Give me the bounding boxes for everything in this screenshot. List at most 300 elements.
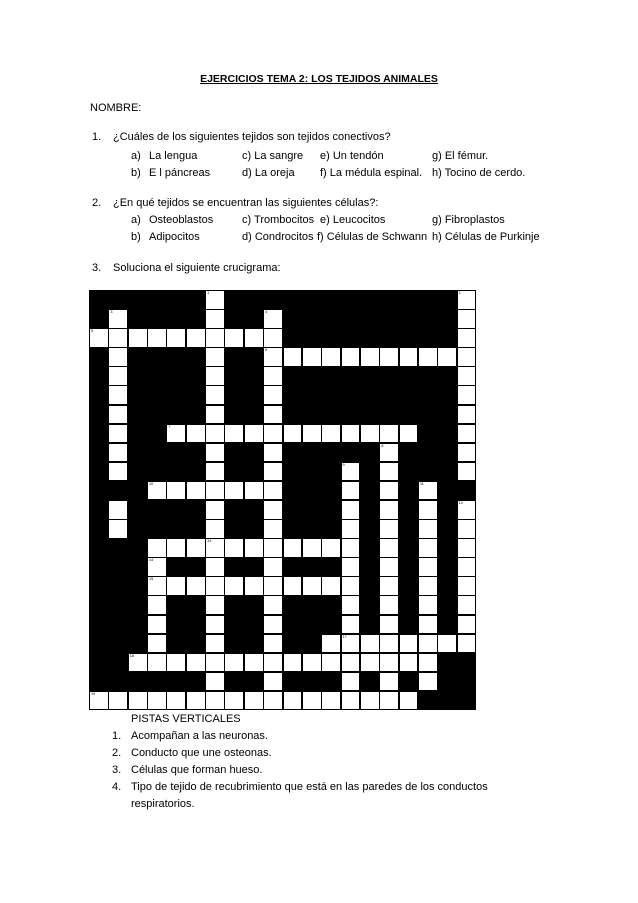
crossword-block [437,385,457,405]
crossword-cell[interactable] [147,576,167,596]
crossword-cell[interactable] [205,653,225,673]
crossword-block [321,481,341,501]
crossword-block [166,595,186,615]
crossword-cell[interactable] [147,557,167,577]
crossword-block [89,653,109,673]
question-text: ¿Cuáles de los siguientes tejidos son tejidos conectivos? [113,131,391,143]
crossword-block [399,557,419,577]
crossword-cell[interactable] [302,576,322,596]
crossword-block [457,672,477,692]
crossword-cell[interactable] [457,519,477,539]
crossword-cell[interactable] [341,557,361,577]
clue-text: Tipo de tejido de recubrimiento que está en las paredes de los conductos [131,781,488,793]
crossword-cell[interactable] [302,691,322,711]
crossword-block [360,500,380,520]
clue-text: Conducto que une osteonas. [131,747,272,759]
crossword-cell[interactable] [283,653,303,673]
clue-number: 1. [112,730,122,742]
crossword-cell[interactable] [205,500,225,520]
crossword-cell[interactable] [283,347,303,367]
crossword-cell[interactable] [379,443,399,463]
crossword-block [321,290,341,310]
crossword-cell[interactable] [457,462,477,482]
crossword-cell[interactable] [186,653,206,673]
crossword-cell[interactable] [205,462,225,482]
crossword-block [263,290,283,310]
crossword-cell[interactable] [166,653,186,673]
crossword-cell[interactable] [302,424,322,444]
crossword-cell[interactable] [108,366,128,386]
crossword-cell[interactable] [341,595,361,615]
crossword-cell[interactable] [457,538,477,558]
option-letter: a) [131,150,141,162]
crossword-block [399,481,419,501]
crossword-cell[interactable] [108,385,128,405]
crossword-block [128,405,148,425]
crossword-cell[interactable] [341,634,361,654]
crossword-cell[interactable] [205,405,225,425]
crossword-cell[interactable] [457,500,477,520]
crossword-cell[interactable] [283,691,303,711]
crossword-cell[interactable] [418,519,438,539]
crossword-block [89,385,109,405]
crossword-cell[interactable] [186,424,206,444]
crossword-cell[interactable] [263,481,283,501]
crossword-block [108,595,128,615]
clues-heading: PISTAS VERTICALES [131,713,241,725]
crossword-block [283,557,303,577]
crossword-cell[interactable] [147,615,167,635]
crossword-cell[interactable] [263,595,283,615]
crossword-block [302,366,322,386]
crossword-cell[interactable] [244,328,264,348]
crossword-block [302,443,322,463]
crossword-block [399,595,419,615]
crossword-cell[interactable] [418,653,438,673]
crossword-block [399,615,419,635]
crossword-block [128,385,148,405]
crossword-cell[interactable] [399,634,419,654]
crossword-cell[interactable] [321,347,341,367]
crossword-cell[interactable] [379,424,399,444]
crossword-block [437,653,457,673]
crossword-cell[interactable] [321,634,341,654]
crossword-block [418,366,438,386]
crossword-block [186,309,206,329]
crossword-block [418,405,438,425]
crossword-block [437,500,457,520]
crossword-block [437,672,457,692]
crossword-cell[interactable] [108,443,128,463]
crossword-cell[interactable] [341,424,361,444]
crossword-cell[interactable] [341,519,361,539]
crossword-cell[interactable] [283,576,303,596]
crossword-cell[interactable] [457,385,477,405]
crossword-cell[interactable] [205,615,225,635]
crossword-cell[interactable] [166,424,186,444]
crossword-block [360,290,380,310]
crossword-block [302,462,322,482]
crossword-block [89,424,109,444]
crossword-cell[interactable] [244,576,264,596]
crossword-cell[interactable] [321,538,341,558]
crossword-cell[interactable] [205,557,225,577]
crossword-block [321,615,341,635]
crossword-cell[interactable] [205,538,225,558]
crossword-block [321,443,341,463]
crossword-cell[interactable] [437,634,457,654]
crossword-cell[interactable] [244,481,264,501]
crossword-block [244,500,264,520]
crossword-cell[interactable] [341,500,361,520]
crossword-block [89,595,109,615]
crossword-cell[interactable] [379,691,399,711]
crossword-cell[interactable] [457,366,477,386]
crossword-cell[interactable] [224,538,244,558]
crossword-cell[interactable] [379,576,399,596]
crossword-block [224,634,244,654]
crossword-cell[interactable] [399,653,419,673]
crossword-block [166,557,186,577]
crossword-block [89,443,109,463]
crossword-block [186,519,206,539]
crossword-cell[interactable] [244,424,264,444]
crossword-block [89,500,109,520]
crossword-cell[interactable] [147,653,167,673]
crossword-cell[interactable] [341,462,361,482]
crossword-cell[interactable] [263,691,283,711]
crossword-block [89,615,109,635]
crossword-cell[interactable] [166,691,186,711]
crossword-cell[interactable] [205,443,225,463]
crossword-cell[interactable] [108,347,128,367]
crossword-cell[interactable] [457,634,477,654]
crossword-cell[interactable] [379,347,399,367]
crossword-block [341,328,361,348]
crossword-cell[interactable] [224,424,244,444]
crossword-cell[interactable] [341,347,361,367]
crossword-cell[interactable] [399,347,419,367]
crossword-cell[interactable] [263,462,283,482]
crossword-cell[interactable] [399,691,419,711]
crossword-block [166,634,186,654]
crossword-block [186,634,206,654]
crossword-block [186,443,206,463]
crossword-cell[interactable] [263,538,283,558]
crossword-cell[interactable] [263,653,283,673]
crossword-block [147,366,167,386]
crossword-cell[interactable] [457,595,477,615]
crossword-block [224,615,244,635]
crossword-block [89,405,109,425]
crossword-cell[interactable] [205,290,225,310]
crossword-cell[interactable] [341,691,361,711]
question-text: Soluciona el siguiente crucigrama: [113,262,281,274]
crossword-block [437,405,457,425]
clue-number-label: 11 [419,481,424,486]
crossword-block [283,672,303,692]
crossword-cell[interactable] [379,595,399,615]
crossword-cell[interactable] [302,538,322,558]
crossword-cell[interactable] [341,653,361,673]
option-letter: a) [131,214,141,226]
crossword-cell[interactable] [418,481,438,501]
crossword-block [244,405,264,425]
crossword-cell[interactable] [205,634,225,654]
crossword-cell[interactable] [379,519,399,539]
option-text: La lengua [149,150,198,162]
crossword-cell[interactable] [341,615,361,635]
crossword-cell[interactable] [186,691,206,711]
option-text: e) Leucocitos [320,214,386,226]
crossword-cell[interactable] [457,576,477,596]
clue-item [112,728,488,745]
crossword-cell[interactable] [89,691,109,711]
crossword-cell[interactable] [263,500,283,520]
clue-number-label: 8 [381,443,384,448]
crossword-cell[interactable] [302,347,322,367]
crossword-cell[interactable] [108,500,128,520]
crossword-cell[interactable] [186,538,206,558]
crossword-cell[interactable] [437,347,457,367]
crossword-block [147,462,167,482]
crossword-cell[interactable] [244,653,264,673]
crossword-cell[interactable] [263,557,283,577]
crossword-cell[interactable] [147,691,167,711]
crossword-cell[interactable] [108,309,128,329]
crossword-cell[interactable] [166,328,186,348]
crossword-cell[interactable] [108,462,128,482]
crossword-block [224,347,244,367]
crossword-block [147,672,167,692]
crossword-cell[interactable] [263,672,283,692]
crossword-block [89,290,109,310]
crossword-cell[interactable] [418,557,438,577]
crossword-cell[interactable] [108,691,128,711]
crossword-cell[interactable] [321,424,341,444]
crossword-block [147,385,167,405]
crossword-cell[interactable] [457,309,477,329]
crossword-cell[interactable] [360,347,380,367]
crossword-cell[interactable] [205,672,225,692]
crossword-cell[interactable] [418,500,438,520]
crossword-cell[interactable] [205,595,225,615]
crossword-cell[interactable] [205,691,225,711]
crossword-cell[interactable] [379,557,399,577]
crossword-block [437,557,457,577]
crossword-cell[interactable] [341,481,361,501]
crossword-block [379,290,399,310]
crossword-cell[interactable] [108,424,128,444]
crossword-cell[interactable] [379,500,399,520]
crossword-block [186,595,206,615]
crossword-cell[interactable] [321,576,341,596]
page-title: EJERCICIOS TEMA 2: LOS TEJIDOS ANIMALES [200,73,438,85]
crossword-cell[interactable] [205,519,225,539]
crossword-block [283,366,303,386]
crossword-cell[interactable] [263,309,283,329]
crossword-cell[interactable] [186,481,206,501]
crossword-block [224,290,244,310]
crossword-cell[interactable] [224,576,244,596]
crossword-cell[interactable] [263,634,283,654]
clue-number-label: 7 [168,424,171,429]
crossword-cell[interactable] [360,424,380,444]
crossword-cell[interactable] [283,424,303,444]
crossword-cell[interactable] [379,634,399,654]
crossword-cell[interactable] [418,615,438,635]
crossword-cell[interactable] [457,424,477,444]
crossword-block [437,576,457,596]
crossword-cell[interactable] [205,328,225,348]
crossword-cell[interactable] [108,405,128,425]
crossword-cell[interactable] [321,653,341,673]
crossword-cell[interactable] [128,328,148,348]
crossword-cell[interactable] [418,634,438,654]
crossword-cell[interactable] [205,481,225,501]
crossword-cell[interactable] [283,538,303,558]
crossword-block [128,443,148,463]
crossword-cell[interactable] [302,653,322,673]
crossword-cell[interactable] [263,576,283,596]
clue-item [112,762,488,779]
crossword-block [302,519,322,539]
clue-number-label: 19 [91,691,96,696]
crossword-cell[interactable] [457,405,477,425]
crossword-cell[interactable] [205,424,225,444]
crossword-cell[interactable] [186,576,206,596]
crossword-cell[interactable] [457,290,477,310]
crossword-cell[interactable] [147,634,167,654]
crossword-cell[interactable] [457,443,477,463]
crossword-cell[interactable] [341,538,361,558]
crossword-cell[interactable] [108,519,128,539]
crossword-cell[interactable] [263,443,283,463]
crossword-cell[interactable] [147,328,167,348]
crossword-cell[interactable] [379,653,399,673]
crossword-block [224,462,244,482]
crossword-block [244,519,264,539]
crossword-cell[interactable] [457,615,477,635]
crossword-cell[interactable] [147,481,167,501]
crossword-block [360,557,380,577]
clue-number-label: 4 [265,310,268,315]
crossword-block [283,634,303,654]
crossword-cell[interactable] [263,405,283,425]
crossword-cell[interactable] [224,328,244,348]
crossword-block [399,405,419,425]
crossword-block [166,385,186,405]
crossword-cell[interactable] [205,347,225,367]
crossword-cell[interactable] [399,424,419,444]
crossword-cell[interactable] [224,481,244,501]
crossword-cell[interactable] [341,672,361,692]
crossword-cell[interactable] [263,385,283,405]
crossword-block [418,691,438,711]
crossword-cell[interactable] [379,481,399,501]
crossword-cell[interactable] [263,366,283,386]
crossword-block [108,634,128,654]
crossword-block [360,481,380,501]
crossword-block [341,366,361,386]
question-number: 2. [92,197,102,209]
crossword-cell[interactable] [263,519,283,539]
crossword-cell[interactable] [244,538,264,558]
crossword-cell[interactable] [205,309,225,329]
crossword-block [224,309,244,329]
crossword-block [166,443,186,463]
crossword-cell[interactable] [128,653,148,673]
crossword-block [341,443,361,463]
crossword-block [321,309,341,329]
crossword-cell[interactable] [147,538,167,558]
crossword-block [108,653,128,673]
crossword-cell[interactable] [360,634,380,654]
crossword-cell[interactable] [205,366,225,386]
crossword-block [360,595,380,615]
crossword-cell[interactable] [379,615,399,635]
crossword-cell[interactable] [263,328,283,348]
crossword-cell[interactable] [418,347,438,367]
crossword-block [437,615,457,635]
crossword-block [224,366,244,386]
crossword-cell[interactable] [108,328,128,348]
crossword-block [341,309,361,329]
crossword-cell[interactable] [224,691,244,711]
crossword-cell[interactable] [360,653,380,673]
crossword-block [379,366,399,386]
crossword-block [321,672,341,692]
crossword-cell[interactable] [360,691,380,711]
crossword-cell[interactable] [186,328,206,348]
crossword-cell[interactable] [89,328,109,348]
crossword-cell[interactable] [244,691,264,711]
crossword-cell[interactable] [263,615,283,635]
crossword-block [186,615,206,635]
crossword-block [244,366,264,386]
crossword-block [302,290,322,310]
crossword-block [244,615,264,635]
crossword-block [360,519,380,539]
crossword-block [186,405,206,425]
crossword-cell[interactable] [418,576,438,596]
crossword-cell[interactable] [418,672,438,692]
crossword-cell[interactable] [418,595,438,615]
crossword-cell[interactable] [341,576,361,596]
crossword-cell[interactable] [166,538,186,558]
crossword-cell[interactable] [457,557,477,577]
crossword-cell[interactable] [224,653,244,673]
crossword-block [302,500,322,520]
crossword-cell[interactable] [166,481,186,501]
crossword-cell[interactable] [379,538,399,558]
crossword-cell[interactable] [166,576,186,596]
crossword-cell[interactable] [147,595,167,615]
crossword-cell[interactable] [263,347,283,367]
crossword-cell[interactable] [379,672,399,692]
crossword-cell[interactable] [205,576,225,596]
crossword-cell[interactable] [418,538,438,558]
crossword-cell[interactable] [379,462,399,482]
crossword-cell[interactable] [457,347,477,367]
crossword-cell[interactable] [321,691,341,711]
crossword-cell[interactable] [205,385,225,405]
crossword-cell[interactable] [128,691,148,711]
crossword-block [128,309,148,329]
crossword-block [283,615,303,635]
crossword-cell[interactable] [457,328,477,348]
crossword-cell[interactable] [263,424,283,444]
